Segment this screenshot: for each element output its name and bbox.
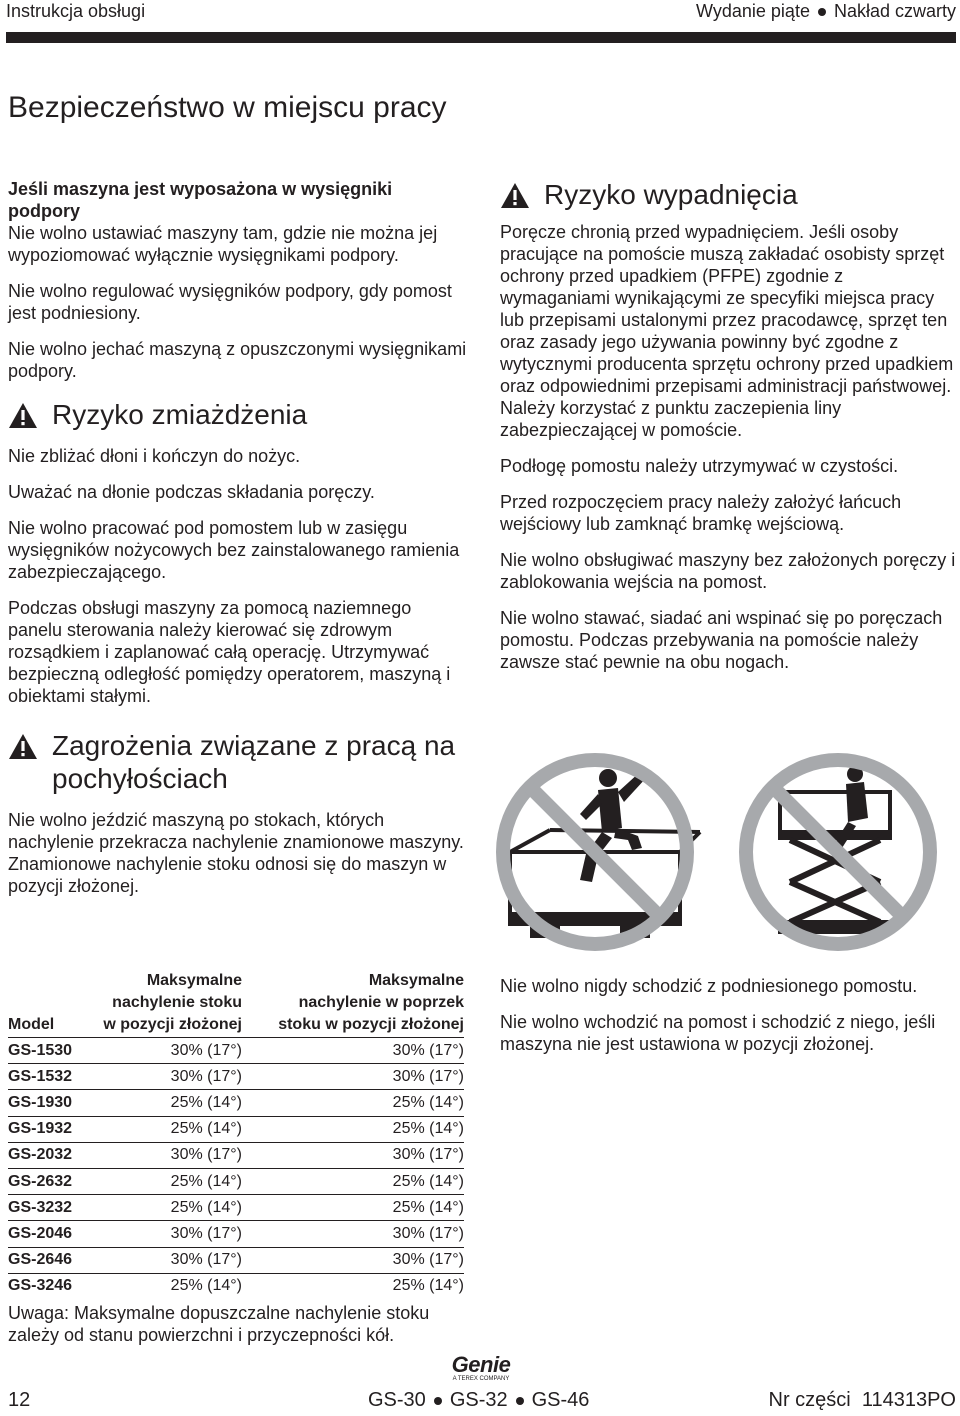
cell-max-slope: 30% (17°)	[84, 1247, 242, 1273]
warning-triangle-icon	[8, 733, 38, 760]
exit-paragraph-1: Nie wolno nigdy schodzić z podniesionego pomostu.	[500, 976, 918, 996]
right-column	[500, 178, 956, 673]
table-row	[8, 1247, 464, 1273]
footer-model-1: GS-30	[368, 1389, 426, 1411]
cell-model: GS-2046	[8, 1221, 84, 1247]
genie-logo-subtext: A TEREX COMPANY	[452, 1376, 510, 1382]
table-row	[8, 1168, 464, 1194]
header-manual-title: Instrukcja obsługi	[6, 1, 146, 21]
cell-max-slope: 25% (14°)	[84, 1273, 242, 1299]
cell-side-slope: 30% (17°)	[242, 1064, 464, 1090]
warning-triangle-icon	[500, 182, 530, 209]
table-header-row	[8, 970, 464, 1038]
slope-hazard-title: Zagrożenia związane z pracą na pochyłościach	[52, 730, 456, 794]
bullet-separator	[516, 1397, 524, 1405]
outrigger-paragraph-3: Nie wolno jechać maszyną z opuszczonymi wysięgnikami podpory.	[8, 339, 467, 381]
bullet-separator	[818, 8, 826, 16]
warning-triangle-icon	[8, 402, 38, 429]
cell-max-slope: 30% (17°)	[84, 1142, 242, 1168]
cell-max-slope: 30% (17°)	[84, 1221, 242, 1247]
cell-side-slope: 25% (14°)	[242, 1195, 464, 1221]
cell-side-slope: 30% (17°)	[242, 1221, 464, 1247]
footer-model-3: GS-46	[531, 1389, 590, 1411]
cell-max-slope: 25% (14°)	[84, 1195, 242, 1221]
cell-side-slope: 30% (17°)	[242, 1247, 464, 1273]
page-title: Bezpieczeństwo w miejscu pracy	[8, 91, 447, 124]
cell-model: GS-2632	[8, 1168, 84, 1194]
crush-paragraph-4: Podczas obsługi maszyny za pomocą naziemnego panelu sterowania należy kierować się zdrowym rozsądkiem i zaplanować całą operację. Utrzymywać bezpieczną odległość pomiędzy operatorem, maszyną i obiektami stałymi.	[8, 598, 451, 706]
crush-paragraph-1: Nie zbliżać dłoni i kończyn do nożyc.	[8, 446, 301, 466]
cell-side-slope: 25% (14°)	[242, 1168, 464, 1194]
cell-model: GS-1930	[8, 1090, 84, 1116]
fall-paragraph-4: Nie wolno obsługiwać maszyny bez założonych poręczy i zablokowania wejścia na pomost.	[500, 550, 956, 592]
header-edition	[696, 0, 956, 22]
genie-logo	[446, 1354, 516, 1383]
slope-paragraph-1: Nie wolno jeździć maszyną po stokach, których nachylenie przekracza nachylenie znamionowe maszyny. Znamionowe nachylenie stoku odnosi się do maszyn w pozycji złożonej.	[8, 810, 464, 896]
genie-logo-text: Genie	[451, 1352, 511, 1377]
header-rule	[6, 32, 956, 43]
cell-model: GS-3246	[8, 1273, 84, 1299]
right-column-lower	[500, 975, 956, 1055]
cell-max-slope: 25% (14°)	[84, 1090, 242, 1116]
bullet-separator	[434, 1397, 442, 1405]
table-row	[8, 1064, 464, 1090]
table-row	[8, 1221, 464, 1247]
table-body	[8, 1038, 464, 1299]
cell-side-slope: 30% (17°)	[242, 1038, 464, 1064]
table-header-side-slope: Maksymalne nachylenie w poprzek stoku w pozycji złożonej	[242, 970, 464, 1038]
outrigger-heading: Jeśli maszyna jest wyposażona w wysięgniki podpory	[8, 179, 393, 221]
cell-model: GS-1532	[8, 1064, 84, 1090]
left-column	[8, 178, 468, 897]
outrigger-paragraph-2: Nie wolno regulować wysięgników podpory, gdy pomost jest podniesiony.	[8, 281, 452, 323]
table-header-max-slope: Maksymalne nachylenie stoku w pozycji złożonej	[84, 970, 242, 1038]
page-number: 12	[8, 1389, 31, 1411]
table-note: Uwaga: Maksymalne dopuszczalne nachylenie stoku zależy od stanu powierzchni i przyczepności kół.	[8, 1303, 430, 1345]
crush-paragraph-2: Uważać na dłonie podczas składania poręczy.	[8, 482, 375, 502]
cell-max-slope: 30% (17°)	[84, 1038, 242, 1064]
crush-hazard-heading	[8, 398, 468, 431]
cell-model: GS-2032	[8, 1142, 84, 1168]
table-row	[8, 1273, 464, 1299]
fall-paragraph-5: Nie wolno stawać, siadać ani wspinać się po poręczach pomostu. Podczas przebywania na pomoście należy zawsze stać pewnie na obu nogach.	[500, 608, 943, 672]
fall-paragraph-3: Przed rozpoczęciem pracy należy założyć łańcuch wejściowy lub zamknąć bramkę wejściową.	[500, 492, 902, 534]
header-printing-text: Nakład czwarty	[833, 1, 956, 21]
table-row	[8, 1090, 464, 1116]
header-edition-text: Wydanie piąte	[696, 1, 810, 21]
cell-model: GS-1932	[8, 1116, 84, 1142]
no-climbing-railing-sign	[503, 760, 700, 944]
cell-max-slope: 25% (14°)	[84, 1116, 242, 1142]
table-row	[8, 1038, 464, 1064]
fall-paragraph-1: Poręcze chronią przed wypadnięciem. Jeśli osoby pracujące na pomoście muszą zakładać osobisty sprzęt ochrony przed upadkiem (PFPE) zgodnie z wymaganiami wynikającymi ze specyfiki miejsca pracy lub przepisami ustalonymi przez pracodawcę, sprzęt ten oraz zasady jego używania powinny być zgodne z wytycznymi producenta sprzętu ochrony przed upadkiem oraz odpowiednimi przepisami administracji państwowej. Należy korzystać z punktu zaczepienia liny zabezpieczającej w pomoście.	[500, 222, 954, 440]
footer-model-2: GS-32	[449, 1389, 508, 1411]
cell-side-slope: 30% (17°)	[242, 1142, 464, 1168]
table-row	[8, 1195, 464, 1221]
cell-side-slope: 25% (14°)	[242, 1090, 464, 1116]
outrigger-paragraph-1: Nie wolno ustawiać maszyny tam, gdzie nie można jej wypoziomować wyłącznie wysięgnikami podpory.	[8, 223, 438, 265]
cell-model: GS-3232	[8, 1195, 84, 1221]
footer-models	[368, 1388, 589, 1412]
part-number: Nr części 114313PO	[768, 1389, 956, 1411]
table-row	[8, 1142, 464, 1168]
slope-hazard-heading	[8, 729, 468, 795]
no-exit-raised-platform-sign	[746, 760, 930, 944]
table-header-model: Model	[8, 970, 84, 1038]
crush-hazard-title: Ryzyko zmiażdżenia	[52, 399, 308, 430]
cell-max-slope: 30% (17°)	[84, 1064, 242, 1090]
exit-paragraph-2: Nie wolno wchodzić na pomost i schodzić z niego, jeśli maszyna nie jest ustawiona w pozycji złożonej.	[500, 1012, 936, 1054]
fall-paragraph-2: Podłogę pomostu należy utrzymywać w czystości.	[500, 456, 899, 476]
cell-model: GS-2646	[8, 1247, 84, 1273]
fall-hazard-heading	[500, 178, 956, 211]
crush-paragraph-3: Nie wolno pracować pod pomostem lub w zasięgu wysięgników nożycowych bez zainstalowanego ramienia zabezpieczającego.	[8, 518, 460, 582]
cell-side-slope: 25% (14°)	[242, 1273, 464, 1299]
cell-side-slope: 25% (14°)	[242, 1116, 464, 1142]
fall-hazard-title: Ryzyko wypadnięcia	[544, 179, 798, 210]
cell-max-slope: 25% (14°)	[84, 1168, 242, 1194]
table-row	[8, 1116, 464, 1142]
prohibition-illustration	[490, 752, 950, 952]
cell-model: GS-1530	[8, 1038, 84, 1064]
slope-table	[8, 970, 464, 1299]
